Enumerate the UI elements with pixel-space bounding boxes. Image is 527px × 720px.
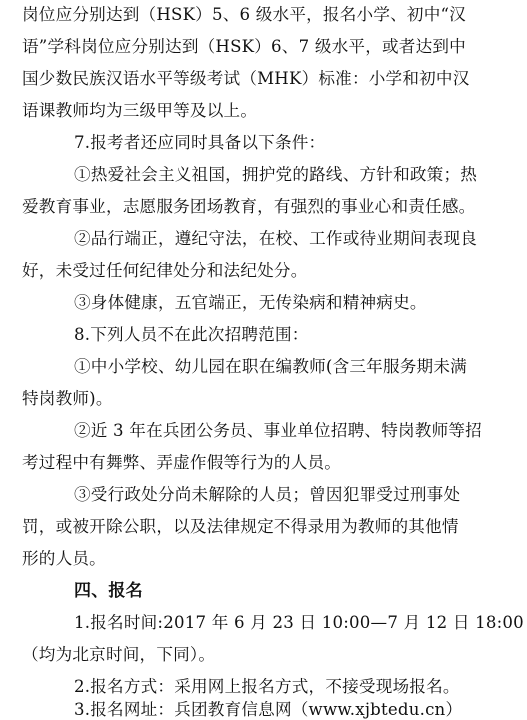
text-line: 3.报名网址：兵团教育信息网（www.xjbtedu.cn） (74, 700, 463, 719)
text-line: ②品行端正，遵纪守法，在校、工作或待业期间表现良 (74, 229, 478, 248)
text-line: 罚，或被开除公职，以及法律规定不得录用为教师的其他情 (22, 517, 459, 536)
text-line: 1.报名时间:2017 年 6 月 23 日 10:00—7 月 12 日 18:00 (74, 613, 524, 632)
text-line: 国少数民族汉语水平等级考试（MHK）标准：小学和初中汉 (22, 69, 470, 88)
text-line: 特岗教师)。 (22, 389, 113, 408)
text-line: ①热爱社会主义祖国，拥护党的路线、方针和政策；热 (74, 165, 478, 184)
text-line: 8.下列人员不在此次招聘范围： (74, 325, 309, 344)
text-line: 7.报考者还应同时具备以下条件： (74, 133, 326, 152)
text-line: 爱教育事业，志愿服务团场教育，有强烈的事业心和责任感。 (22, 197, 476, 216)
text-line: ③身体健康，五官端正，无传染病和精神病史。 (74, 293, 427, 312)
text-line: ②近 3 年在兵团公务员、事业单位招聘、特岗教师等招 (74, 421, 482, 440)
text-line: （均为北京时间，下同）。 (22, 645, 216, 664)
text-line: ①中小学校、幼儿园在职在编教师(含三年服务期未满 (74, 357, 467, 376)
text-line: 2.报名方式：采用网上报名方式，不接受现场报名。 (74, 677, 460, 696)
text-line: 好，未受过任何纪律处分和法纪处分。 (22, 261, 308, 280)
text-line: 形的人员。 (22, 549, 106, 568)
text-line: 考过程中有舞弊、弄虚作假等行为的人员。 (22, 453, 342, 472)
text-line: ③受行政处分尚未解除的人员；曾因犯罪受过刑事处 (74, 485, 461, 504)
text-line: 语”学科岗位应分别达到（HSK）6、7 级水平，或者达到中 (22, 37, 466, 56)
section-heading: 四、报名 (74, 581, 143, 601)
text-line: 岗位应分别达到（HSK）5、6 级水平，报名小学、初中“汉 (22, 5, 466, 24)
text-line: 语课教师均为三级甲等及以上。 (22, 101, 258, 120)
